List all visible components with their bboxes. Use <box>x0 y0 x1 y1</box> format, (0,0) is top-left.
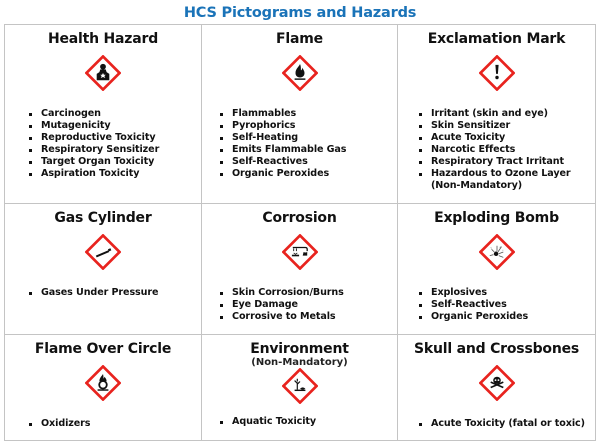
list-item: Explosives <box>419 287 528 299</box>
list-item: Corrosive to Metals <box>220 311 344 323</box>
environment-icon <box>282 368 318 404</box>
gas-cylinder-icon <box>85 234 121 270</box>
skull-and-crossbones-icon <box>479 365 515 401</box>
health-hazard-icon <box>85 55 121 91</box>
hazard-list <box>419 108 571 192</box>
list-item: Oxidizers <box>29 418 90 430</box>
cell-gas-cylinder <box>5 204 201 334</box>
list-item: Self-Reactives <box>419 299 528 311</box>
list-item: Gases Under Pressure <box>29 287 158 299</box>
hazard-list <box>220 108 346 180</box>
list-item: Skin Sensitizer <box>419 120 571 132</box>
cell-flame-over-circle <box>5 335 201 440</box>
page-title: HCS Pictograms and Hazards <box>183 5 417 21</box>
cell-skull-and-crossbones <box>398 335 595 440</box>
pictogram-grid <box>4 24 596 441</box>
cell-exclamation-mark <box>398 25 595 203</box>
list-item: Organic Peroxides <box>220 168 346 180</box>
list-item: Flammables <box>220 108 346 120</box>
flame-icon <box>282 55 318 91</box>
list-item: Mutagenicity <box>29 120 159 132</box>
cell-title: Exploding Bomb <box>434 210 559 226</box>
cell-exploding-bomb <box>398 204 595 334</box>
cell-title: Health Hazard <box>47 31 159 47</box>
hazard-list <box>29 418 90 430</box>
hazard-list <box>419 418 585 430</box>
list-item: Skin Corrosion/Burns <box>220 287 344 299</box>
list-item: Aquatic Toxicity <box>220 416 316 428</box>
exclamation-mark-icon <box>479 55 515 91</box>
cell-environment <box>202 335 397 440</box>
cell-title: Skull and Crossbones <box>413 341 580 357</box>
list-item: Pyrophorics <box>220 120 346 132</box>
list-item: Self-Heating <box>220 132 346 144</box>
hazard-list <box>220 416 316 428</box>
list-item: Acute Toxicity (fatal or toxic) <box>419 418 585 430</box>
list-item: Self-Reactives <box>220 156 346 168</box>
list-item: Emits Flammable Gas <box>220 144 346 156</box>
list-item: Reproductive Toxicity <box>29 132 159 144</box>
list-item: Target Organ Toxicity <box>29 156 159 168</box>
list-item: Aspiration Toxicity <box>29 168 159 180</box>
list-item: Narcotic Effects <box>419 144 571 156</box>
hazard-list <box>220 287 344 323</box>
list-item: Respiratory Tract Irritant <box>419 156 571 168</box>
hazard-list <box>29 287 158 299</box>
cell-title: Flame Over Circle <box>34 341 172 357</box>
cell-title: Exclamation Mark <box>427 31 566 47</box>
cell-title: Corrosion <box>262 210 337 226</box>
corrosion-icon <box>282 234 318 270</box>
list-item: Irritant (skin and eye) <box>419 108 571 120</box>
flame-over-circle-icon <box>85 365 121 401</box>
cell-title: Flame <box>276 31 323 47</box>
cell-subtitle: (Non-Mandatory) <box>251 357 348 368</box>
exploding-bomb-icon <box>479 234 515 270</box>
list-item: Carcinogen <box>29 108 159 120</box>
cell-title: Gas Cylinder <box>54 210 152 226</box>
hazard-list <box>419 287 528 323</box>
cell-corrosion <box>202 204 397 334</box>
cell-health-hazard <box>5 25 201 203</box>
list-item: Respiratory Sensitizer <box>29 144 159 156</box>
list-item-continuation: (Non-Mandatory) <box>431 180 523 191</box>
list-item: Acute Toxicity <box>419 132 571 144</box>
cell-flame <box>202 25 397 203</box>
list-item: Hazardous to Ozone Layer <box>419 168 571 180</box>
list-item: Organic Peroxides <box>419 311 528 323</box>
hazard-list <box>29 108 159 180</box>
cell-title: Environment <box>250 341 349 357</box>
list-item: Eye Damage <box>220 299 344 311</box>
